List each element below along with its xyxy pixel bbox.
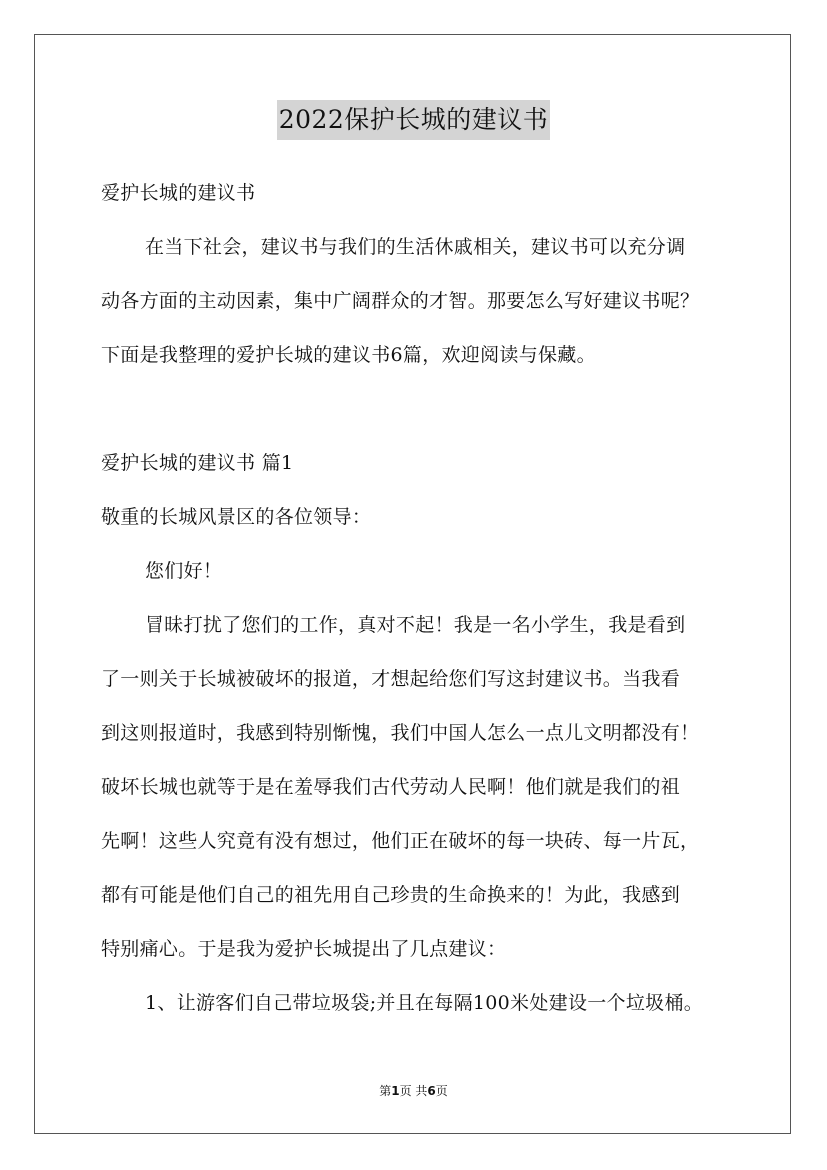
paragraph-line: 动各方面的主动因素，集中广阔群众的才智。那要怎么写好建议书呢？: [101, 290, 700, 312]
paragraph-line: 在当下社会，建议书与我们的生活休戚相关，建议书可以充分调: [145, 236, 686, 258]
list-item: 1、让游客们自己带垃圾袋;并且在每隔100米处建设一个垃圾桶。: [145, 992, 704, 1014]
footer-suffix: 页: [435, 1084, 448, 1098]
greeting-line: 您们好！: [145, 560, 223, 582]
paragraph-line: 了一则关于长城被破坏的报道，才想起给您们写这封建议书。当我看: [101, 668, 681, 690]
paragraph-line: 破坏长城也就等于是在羞辱我们古代劳动人民啊！他们就是我们的祖: [101, 776, 681, 798]
paragraph-line: 都有可能是他们自己的祖先用自己珍贵的生命换来的！为此，我感到: [101, 884, 681, 906]
document-title: 2022保护长城的建议书: [277, 100, 551, 140]
paragraph-line: 特别痛心。于是我为爱护长城提出了几点建议：: [101, 938, 507, 960]
paragraph-line: 下面是我整理的爱护长城的建议书6篇，欢迎阅读与保藏。: [101, 344, 596, 366]
page-footer: [0, 1083, 827, 1099]
subtitle-line: 爱护长城的建议书: [101, 182, 256, 204]
paragraph-line: 冒昧打扰了您们的工作，真对不起！我是一名小学生，我是看到: [145, 614, 686, 636]
footer-total-pages: 6: [427, 1084, 436, 1098]
title-container: [0, 100, 827, 140]
footer-prefix: 第: [379, 1084, 392, 1098]
footer-mid: 页 共: [399, 1084, 428, 1098]
paragraph-line: 到这则报道时，我感到特别惭愧，我们中国人怎么一点儿文明都没有！: [101, 722, 700, 744]
footer-current-page: 1: [391, 1084, 400, 1098]
section-heading: 爱护长城的建议书 篇1: [101, 452, 294, 474]
paragraph-line: 先啊！这些人究竟有没有想过，他们正在破坏的每一块砖、每一片瓦，: [101, 830, 700, 852]
salutation-line: 敬重的长城风景区的各位领导：: [101, 506, 372, 528]
